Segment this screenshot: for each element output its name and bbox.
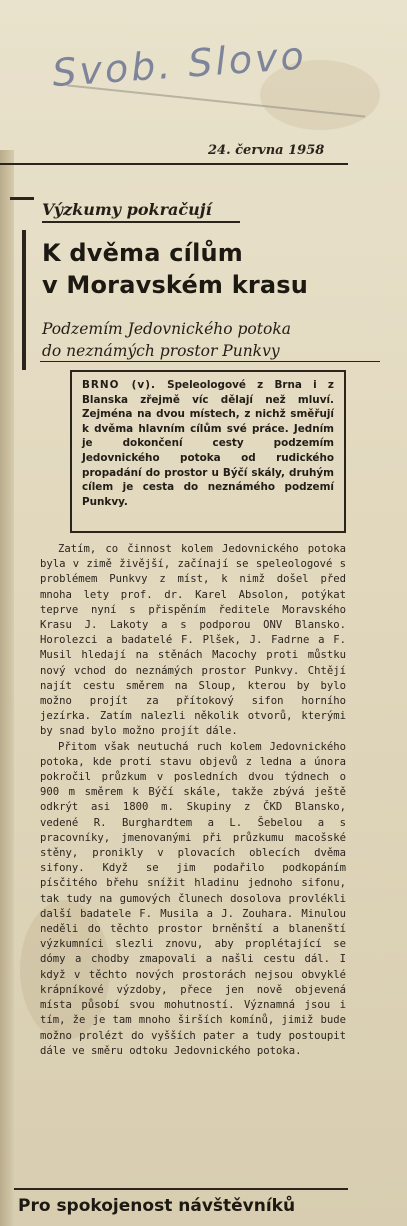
body-paragraph: Zatím, co činnost kolem Jedovnického potoka byla v zimě živější, začínají se speleologové s problémem Punkvy z míst, k nimž došel před mnoha lety prof. dr. Karel Absolon, potýkat teprve nyní s přispěním ředitele Moravského Krasu J. Lakoty a s podporou ONV Blansko. Horolezci a badatelé F. Plšek, J. Fadrne a F. Musil hledají na stěnách Macochy proti můstku nový vchod do neznámých prostor Punkvy. Chtějí najít cestu směrem na Sloup, kterou by bylo možno projít za přítokový sifon horního jezírka. Zatím nalezli několik otvorů, kterými by snad bylo možno projít dále.	[40, 543, 346, 738]
left-bar	[22, 230, 26, 370]
publication-date: 24. června 1958	[208, 143, 325, 158]
top-rule	[0, 163, 348, 165]
lead-text: Speleologové z Brna i z Blanska zřejmě víc dělají než mluví. Zejména na dvou místech, z nichž směřují k dvěma hlavním cílům své práce. Jedním je dokončení cesty podzemím Jedovnického potoka od rudického propadání do prostor u Býčí skály, druhým cílem je cesta do neznámého podzemí Punkvy.	[82, 379, 334, 508]
next-article-headline: Pro spokojenost návštěvníků	[18, 1196, 296, 1216]
lead-paragraph-box	[70, 370, 346, 533]
article-headline	[42, 237, 362, 301]
body-paragraph: Přitom však neutuchá ruch kolem Jedovnického potoka, kde proti stavu objevů z ledna a února pokročil průzkum v posledních dvou týdnech o 900 m směrem k Býčí skále, takže zbývá ještě odkrýt asi 1800 m. Skupiny z ČKD Blansko, vedené R. Burghardtem a L. Šebelou a s pracovníky, jmenovanými při průzkumu macošské stěny, pronikly v plovacích oblecích dvěma sifony. Když se jim podařilo podkopáním písčitého břehu snížit hladinu jednoho sifonu, tak tudy na gumových člunech dosolova provlékli další badatele F. Musila a J. Zouhara. Minulou neděli do těchto prostor brněnští a blanenští výzkumníci slezli znovu, aby proplétající se dómy a chodby zmapovali a našli cestu dál. I když v těchto nových prostorách nejsou obvyklé krápníkové výzdoby, přece jen nově objevená místa působí svou mohutností. Významná jsou i tím, že je tam mnoho širších komínů, jimiž bude možno prolézt do vyšších pater a tudy postoupit dále ve směru odtoku Jedovnického potoka.	[40, 740, 346, 1057]
kicker-underline	[42, 221, 240, 223]
bottom-rule	[14, 1188, 348, 1190]
dateline: BRNO (v).	[82, 379, 156, 391]
headline-line: v Moravském krasu	[42, 271, 309, 299]
article-subheadline	[42, 318, 378, 362]
handwritten-note: Svob. Slovo	[50, 33, 309, 96]
subheadline-rule	[40, 361, 380, 362]
column-rule	[10, 197, 34, 200]
headline-line: K dvěma cílům	[42, 239, 243, 267]
article-body	[40, 542, 346, 1059]
subheadline-line: Podzemím Jedovnického potoka	[42, 320, 291, 338]
subheadline-line: do neznámých prostor Punkvy	[42, 342, 280, 360]
clipping-edge	[0, 150, 14, 1226]
article-kicker: Výzkumy pokračují	[42, 200, 212, 219]
